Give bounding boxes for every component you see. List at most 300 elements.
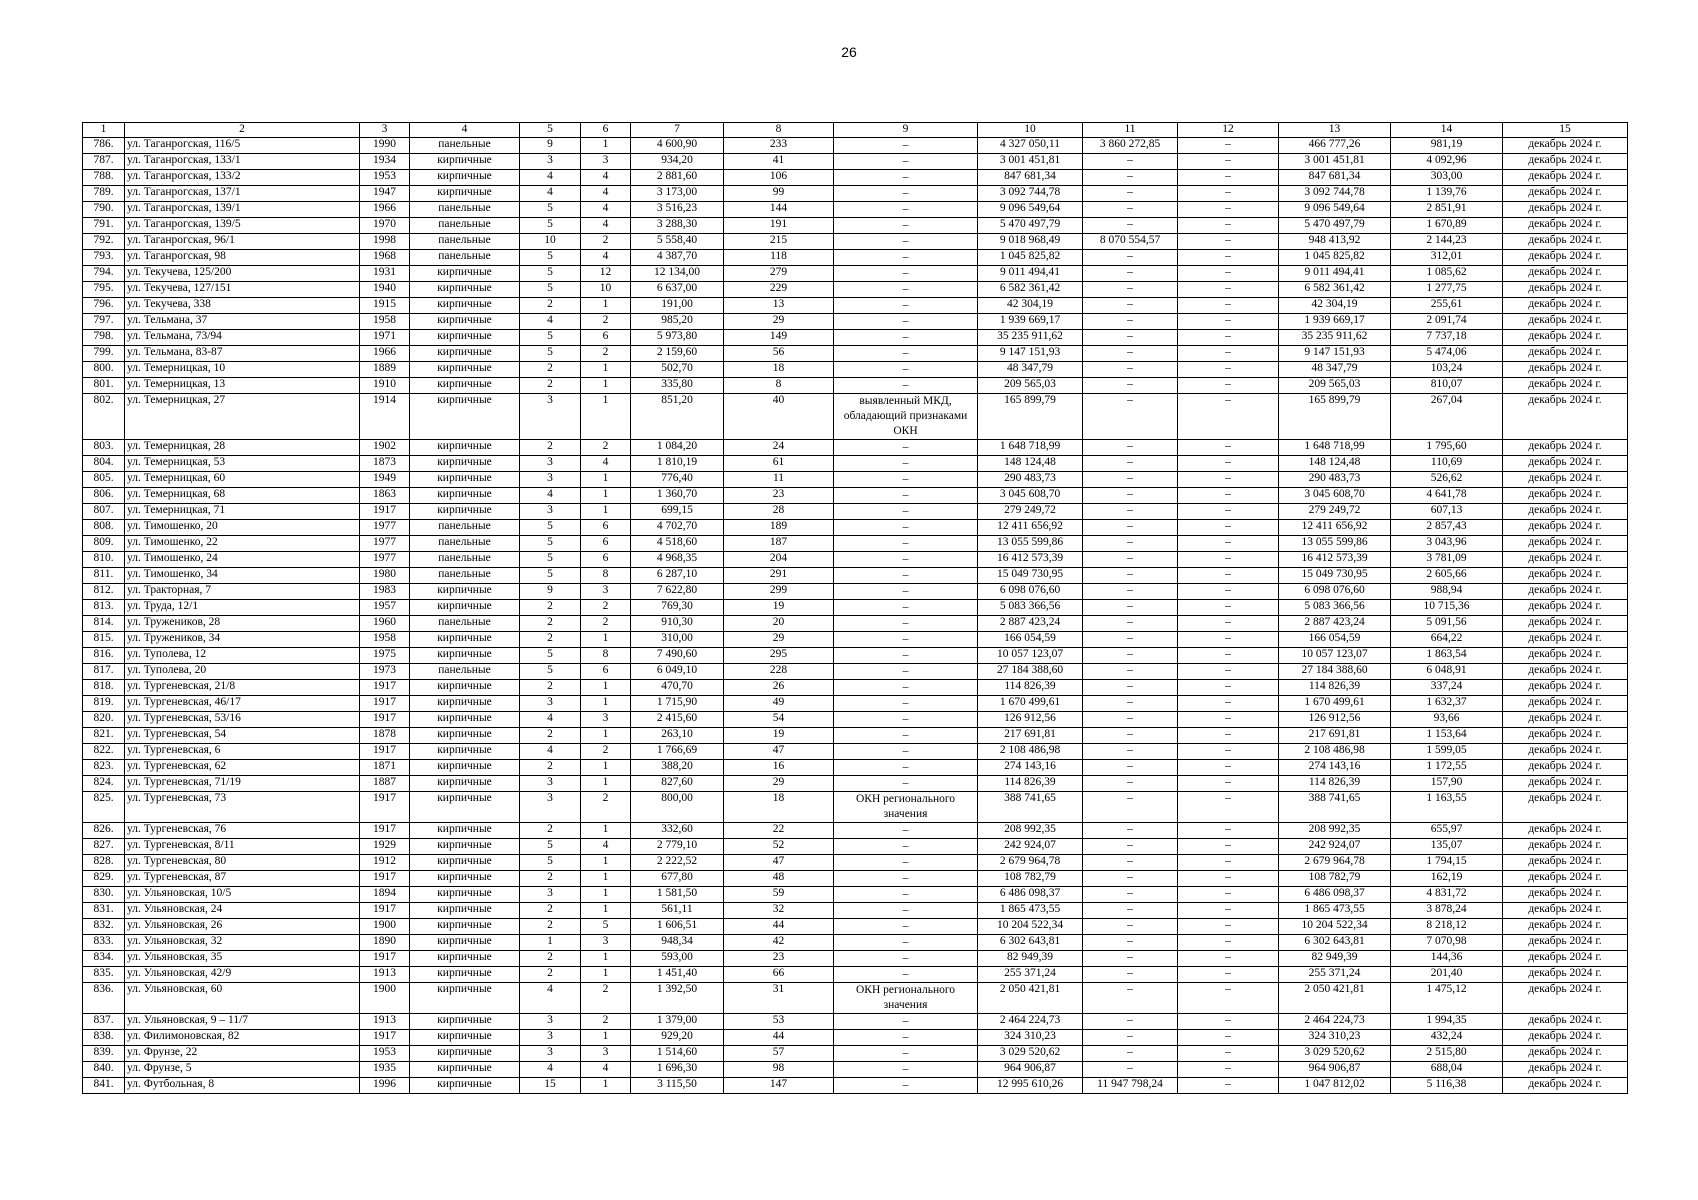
table-cell: 15 049 730,95: [978, 567, 1083, 583]
table-cell: 1 085,62: [1391, 265, 1503, 281]
table-cell: 3: [520, 153, 581, 169]
table-cell: 2: [520, 870, 581, 886]
table-cell: 1935: [360, 1061, 410, 1077]
table-cell: ул. Тельмана, 83-87: [125, 345, 360, 361]
table-cell: кирпичные: [410, 471, 520, 487]
table-cell: 1: [581, 854, 631, 870]
table-row: [83, 169, 1628, 185]
table-cell: 786.: [83, 137, 125, 153]
table-cell: –: [1083, 615, 1178, 631]
table-cell: 790.: [83, 201, 125, 217]
table-cell: –: [834, 551, 978, 567]
table-cell: –: [834, 886, 978, 902]
table-cell: 295: [724, 647, 834, 663]
table-cell: 56: [724, 345, 834, 361]
table-cell: 1 599,05: [1391, 743, 1503, 759]
table-cell: декабрь 2024 г.: [1503, 169, 1628, 185]
table-cell: кирпичные: [410, 1045, 520, 1061]
table-cell: 8: [724, 377, 834, 393]
repair-schedule-table: [82, 122, 1628, 1094]
table-cell: 1 939 669,17: [1279, 313, 1391, 329]
table-cell: 16 412 573,39: [978, 551, 1083, 567]
table-cell: 1 045 825,82: [1279, 249, 1391, 265]
table-row: [83, 982, 1628, 1013]
table-cell: 16: [724, 759, 834, 775]
table-cell: 82 949,39: [1279, 950, 1391, 966]
table-cell: –: [1178, 822, 1279, 838]
table-cell: кирпичные: [410, 966, 520, 982]
table-cell: 808.: [83, 519, 125, 535]
table-cell: 12: [581, 265, 631, 281]
table-cell: 2: [581, 599, 631, 615]
table-cell: 118: [724, 249, 834, 265]
table-cell: –: [1178, 297, 1279, 313]
table-cell: 1 451,40: [631, 966, 724, 982]
table-cell: 324 310,23: [1279, 1029, 1391, 1045]
table-cell: 1894: [360, 886, 410, 902]
table-cell: панельные: [410, 137, 520, 153]
table-cell: 836.: [83, 982, 125, 1013]
table-cell: 1 581,50: [631, 886, 724, 902]
table-cell: ул. Тургеневская, 6: [125, 743, 360, 759]
table-cell: –: [834, 950, 978, 966]
table-cell: 52: [724, 838, 834, 854]
table-cell: –: [1178, 503, 1279, 519]
table-cell: –: [834, 377, 978, 393]
table-cell: декабрь 2024 г.: [1503, 201, 1628, 217]
table-row: [83, 1077, 1628, 1093]
table-cell: 688,04: [1391, 1061, 1503, 1077]
table-cell: 144,36: [1391, 950, 1503, 966]
table-cell: 816.: [83, 647, 125, 663]
table-cell: 2: [520, 950, 581, 966]
table-cell: –: [834, 838, 978, 854]
table-cell: 114 826,39: [1279, 775, 1391, 791]
table-cell: –: [1178, 455, 1279, 471]
table-cell: 157,90: [1391, 775, 1503, 791]
table-cell: –: [834, 439, 978, 455]
table-cell: 335,80: [631, 377, 724, 393]
table-cell: 9 011 494,41: [978, 265, 1083, 281]
table-cell: 5: [520, 265, 581, 281]
table-cell: 4: [581, 217, 631, 233]
table-cell: 1 475,12: [1391, 982, 1503, 1013]
table-cell: кирпичные: [410, 169, 520, 185]
table-cell: 5: [520, 217, 581, 233]
table-cell: ул. Ульяновская, 26: [125, 918, 360, 934]
table-cell: 18: [724, 791, 834, 822]
table-row: [83, 297, 1628, 313]
table-cell: 126 912,56: [1279, 711, 1391, 727]
table-cell: 840.: [83, 1061, 125, 1077]
table-cell: 806.: [83, 487, 125, 503]
table-cell: 2 679 964,78: [978, 854, 1083, 870]
table-cell: 851,20: [631, 393, 724, 439]
table-cell: 1: [581, 695, 631, 711]
table-cell: 13: [724, 297, 834, 313]
table-cell: 3 092 744,78: [978, 185, 1083, 201]
table-cell: 827.: [83, 838, 125, 854]
table-cell: панельные: [410, 249, 520, 265]
table-row: [83, 695, 1628, 711]
table-cell: 1 163,55: [1391, 791, 1503, 822]
table-cell: 9 147 151,93: [1279, 345, 1391, 361]
table-row: [83, 902, 1628, 918]
table-cell: 2: [520, 727, 581, 743]
table-cell: 6 486 098,37: [1279, 886, 1391, 902]
table-cell: 9 018 968,49: [978, 233, 1083, 249]
table-cell: 1970: [360, 217, 410, 233]
table-cell: –: [1178, 950, 1279, 966]
table-cell: 1996: [360, 1077, 410, 1093]
table-cell: 5: [520, 647, 581, 663]
table-cell: 1 648 718,99: [978, 439, 1083, 455]
table-cell: кирпичные: [410, 695, 520, 711]
table-cell: 828.: [83, 854, 125, 870]
table-cell: 561,11: [631, 902, 724, 918]
table-cell: –: [834, 1029, 978, 1045]
table-cell: 791.: [83, 217, 125, 233]
table-cell: 822.: [83, 743, 125, 759]
table-row: [83, 711, 1628, 727]
table-row: [83, 870, 1628, 886]
table-cell: 165 899,79: [978, 393, 1083, 439]
table-cell: кирпичные: [410, 345, 520, 361]
table-cell: декабрь 2024 г.: [1503, 487, 1628, 503]
table-cell: 26: [724, 679, 834, 695]
table-cell: кирпичные: [410, 1077, 520, 1093]
column-header-11: 11: [1083, 123, 1178, 138]
table-cell: ул. Темерницкая, 71: [125, 503, 360, 519]
table-cell: 4: [581, 169, 631, 185]
table-cell: –: [1178, 1045, 1279, 1061]
table-cell: панельные: [410, 663, 520, 679]
table-cell: –: [834, 918, 978, 934]
table-row: [83, 137, 1628, 153]
table-cell: 1 939 669,17: [978, 313, 1083, 329]
table-cell: 2 851,91: [1391, 201, 1503, 217]
table-cell: ул. Таганрогская, 139/5: [125, 217, 360, 233]
table-cell: 2 857,43: [1391, 519, 1503, 535]
table-cell: 93,66: [1391, 711, 1503, 727]
table-cell: декабрь 2024 г.: [1503, 377, 1628, 393]
table-cell: 255 371,24: [978, 966, 1083, 982]
table-cell: 3: [520, 1013, 581, 1029]
table-cell: 2: [581, 439, 631, 455]
table-cell: кирпичные: [410, 934, 520, 950]
table-cell: –: [1083, 791, 1178, 822]
table-cell: 29: [724, 631, 834, 647]
table-cell: 114 826,39: [1279, 679, 1391, 695]
table-cell: –: [834, 281, 978, 297]
table-cell: 1: [581, 297, 631, 313]
table-cell: 1983: [360, 583, 410, 599]
table-cell: 59: [724, 886, 834, 902]
table-cell: 847 681,34: [1279, 169, 1391, 185]
table-cell: –: [1083, 679, 1178, 695]
table-cell: 114 826,39: [978, 679, 1083, 695]
table-cell: 800.: [83, 361, 125, 377]
column-header-15: 15: [1503, 123, 1628, 138]
table-cell: –: [1178, 1061, 1279, 1077]
table-cell: 788.: [83, 169, 125, 185]
table-cell: 4: [581, 1061, 631, 1077]
table-cell: 233: [724, 137, 834, 153]
table-row: [83, 775, 1628, 791]
table-cell: 9 147 151,93: [978, 345, 1083, 361]
table-cell: 299: [724, 583, 834, 599]
table-cell: кирпичные: [410, 1029, 520, 1045]
table-cell: 217 691,81: [1279, 727, 1391, 743]
table-cell: 4: [520, 982, 581, 1013]
table-cell: 2 159,60: [631, 345, 724, 361]
table-cell: кирпичные: [410, 870, 520, 886]
table-cell: ул. Тимошенко, 24: [125, 551, 360, 567]
table-cell: 5 116,38: [1391, 1077, 1503, 1093]
table-cell: 1966: [360, 345, 410, 361]
table-cell: 1: [581, 822, 631, 838]
table-cell: 2 887 423,24: [1279, 615, 1391, 631]
table-cell: 274 143,16: [1279, 759, 1391, 775]
table-cell: 19: [724, 727, 834, 743]
table-cell: 147: [724, 1077, 834, 1093]
table-cell: –: [834, 487, 978, 503]
table-cell: ул. Филимоновская, 82: [125, 1029, 360, 1045]
table-cell: декабрь 2024 г.: [1503, 775, 1628, 791]
table-cell: 1 360,70: [631, 487, 724, 503]
table-cell: декабрь 2024 г.: [1503, 567, 1628, 583]
table-cell: кирпичные: [410, 791, 520, 822]
table-cell: 5: [520, 854, 581, 870]
table-cell: 2 881,60: [631, 169, 724, 185]
table-cell: 242 924,07: [978, 838, 1083, 854]
table-cell: 948,34: [631, 934, 724, 950]
table-cell: –: [834, 775, 978, 791]
table-cell: ул. Темерницкая, 13: [125, 377, 360, 393]
table-cell: 4 831,72: [1391, 886, 1503, 902]
table-cell: –: [1083, 886, 1178, 902]
table-cell: декабрь 2024 г.: [1503, 455, 1628, 471]
table-row: [83, 455, 1628, 471]
table-cell: –: [1178, 966, 1279, 982]
table-cell: –: [1178, 249, 1279, 265]
table-cell: 3: [581, 711, 631, 727]
table-row: [83, 153, 1628, 169]
table-cell: 699,15: [631, 503, 724, 519]
table-cell: 5: [520, 249, 581, 265]
table-cell: 837.: [83, 1013, 125, 1029]
table-row: [83, 743, 1628, 759]
table-cell: 677,80: [631, 870, 724, 886]
table-cell: 655,97: [1391, 822, 1503, 838]
column-number-header-row: [83, 123, 1628, 138]
table-cell: кирпичные: [410, 583, 520, 599]
table-cell: 1917: [360, 950, 410, 966]
table-cell: 49: [724, 695, 834, 711]
table-cell: 9: [520, 137, 581, 153]
table-cell: 228: [724, 663, 834, 679]
table-cell: 208 992,35: [978, 822, 1083, 838]
table-cell: –: [834, 615, 978, 631]
table-cell: –: [834, 727, 978, 743]
table-cell: 5 083 366,56: [1279, 599, 1391, 615]
table-cell: ОКН регионального значения: [834, 982, 978, 1013]
table-cell: 802.: [83, 393, 125, 439]
table-cell: –: [1178, 743, 1279, 759]
table-cell: ул. Текучева, 125/200: [125, 265, 360, 281]
table-cell: панельные: [410, 233, 520, 249]
table-cell: –: [1083, 647, 1178, 663]
table-cell: ул. Фрунзе, 5: [125, 1061, 360, 1077]
table-cell: 12 411 656,92: [978, 519, 1083, 535]
column-header-4: 4: [410, 123, 520, 138]
table-cell: –: [1178, 711, 1279, 727]
table-cell: 10 057 123,07: [1279, 647, 1391, 663]
table-cell: 23: [724, 950, 834, 966]
table-cell: –: [1083, 1045, 1178, 1061]
table-cell: –: [834, 631, 978, 647]
table-cell: 1915: [360, 297, 410, 313]
table-cell: 839.: [83, 1045, 125, 1061]
table-cell: 817.: [83, 663, 125, 679]
table-cell: 5 973,80: [631, 329, 724, 345]
table-cell: 144: [724, 201, 834, 217]
table-cell: кирпичные: [410, 599, 520, 615]
table-cell: ул. Фрунзе, 22: [125, 1045, 360, 1061]
table-cell: декабрь 2024 г.: [1503, 281, 1628, 297]
table-cell: 215: [724, 233, 834, 249]
table-cell: –: [834, 759, 978, 775]
table-cell: –: [1178, 1077, 1279, 1093]
table-cell: 332,60: [631, 822, 724, 838]
table-cell: 6: [581, 519, 631, 535]
table-cell: 835.: [83, 966, 125, 982]
table-cell: 2 887 423,24: [978, 615, 1083, 631]
table-cell: –: [834, 679, 978, 695]
table-cell: кирпичные: [410, 647, 520, 663]
table-cell: панельные: [410, 615, 520, 631]
table-cell: декабрь 2024 г.: [1503, 791, 1628, 822]
table-cell: 3: [520, 471, 581, 487]
table-cell: 1966: [360, 201, 410, 217]
table-cell: 2: [520, 759, 581, 775]
table-row: [83, 471, 1628, 487]
table-cell: –: [1178, 759, 1279, 775]
table-cell: 1960: [360, 615, 410, 631]
table-cell: 1917: [360, 902, 410, 918]
table-cell: кирпичные: [410, 439, 520, 455]
table-cell: 934,20: [631, 153, 724, 169]
table-cell: 1958: [360, 313, 410, 329]
table-cell: 24: [724, 439, 834, 455]
table-cell: 7 490,60: [631, 647, 724, 663]
table-cell: 1890: [360, 934, 410, 950]
table-cell: –: [834, 201, 978, 217]
table-cell: ул. Тургеневская, 80: [125, 854, 360, 870]
table-cell: ул. Таганрогская, 98: [125, 249, 360, 265]
table-cell: 1949: [360, 471, 410, 487]
column-header-2: 2: [125, 123, 360, 138]
table-cell: –: [834, 743, 978, 759]
table-cell: 5: [520, 329, 581, 345]
table-cell: 1902: [360, 439, 410, 455]
table-cell: –: [1083, 487, 1178, 503]
table-cell: 820.: [83, 711, 125, 727]
table-cell: –: [834, 329, 978, 345]
table-cell: 9 096 549,64: [1279, 201, 1391, 217]
table-cell: 3: [581, 583, 631, 599]
table-cell: 1917: [360, 743, 410, 759]
table-cell: –: [834, 265, 978, 281]
table-cell: 42 304,19: [1279, 297, 1391, 313]
table-cell: ул. Таганрогская, 133/2: [125, 169, 360, 185]
table-cell: 22: [724, 822, 834, 838]
table-cell: 1971: [360, 329, 410, 345]
table-cell: 48 347,79: [978, 361, 1083, 377]
table-cell: 5: [520, 838, 581, 854]
table-cell: –: [1083, 361, 1178, 377]
table-cell: –: [1083, 918, 1178, 934]
table-cell: –: [834, 503, 978, 519]
table-cell: ул. Тургеневская, 54: [125, 727, 360, 743]
table-cell: ул. Тургеневская, 76: [125, 822, 360, 838]
table-cell: 191,00: [631, 297, 724, 313]
table-cell: 3: [520, 695, 581, 711]
table-cell: 148 124,48: [1279, 455, 1391, 471]
table-cell: 3: [520, 455, 581, 471]
table-cell: 2: [520, 631, 581, 647]
table-cell: ул. Тимошенко, 34: [125, 567, 360, 583]
table-cell: –: [1178, 201, 1279, 217]
table-cell: 787.: [83, 153, 125, 169]
table-cell: декабрь 2024 г.: [1503, 1045, 1628, 1061]
table-cell: 6: [581, 329, 631, 345]
table-cell: 1 810,19: [631, 455, 724, 471]
column-header-3: 3: [360, 123, 410, 138]
table-cell: 7 737,18: [1391, 329, 1503, 345]
table-cell: –: [1083, 169, 1178, 185]
column-header-5: 5: [520, 123, 581, 138]
table-cell: –: [1083, 695, 1178, 711]
table-cell: 106: [724, 169, 834, 185]
table-cell: ул. Таганрогская, 137/1: [125, 185, 360, 201]
table-cell: 2: [520, 297, 581, 313]
table-cell: 823.: [83, 759, 125, 775]
table-cell: –: [834, 966, 978, 982]
table-row: [83, 950, 1628, 966]
table-cell: декабрь 2024 г.: [1503, 902, 1628, 918]
table-cell: декабрь 2024 г.: [1503, 1029, 1628, 1045]
table-cell: декабрь 2024 г.: [1503, 982, 1628, 1013]
table-cell: 607,13: [1391, 503, 1503, 519]
table-cell: декабрь 2024 г.: [1503, 233, 1628, 249]
table-cell: ул. Труда, 12/1: [125, 599, 360, 615]
table-cell: 3 878,24: [1391, 902, 1503, 918]
table-cell: ул. Текучева, 338: [125, 297, 360, 313]
table-cell: 1968: [360, 249, 410, 265]
table-cell: ул. Таганрогская, 139/1: [125, 201, 360, 217]
table-cell: –: [1178, 551, 1279, 567]
table-cell: –: [1083, 201, 1178, 217]
table-cell: –: [834, 217, 978, 233]
table-cell: 3 029 520,62: [1279, 1045, 1391, 1061]
table-row: [83, 487, 1628, 503]
table-cell: 2: [581, 982, 631, 1013]
table-cell: 1 865 473,55: [1279, 902, 1391, 918]
table-cell: 279: [724, 265, 834, 281]
table-row: [83, 631, 1628, 647]
table-cell: –: [1083, 439, 1178, 455]
